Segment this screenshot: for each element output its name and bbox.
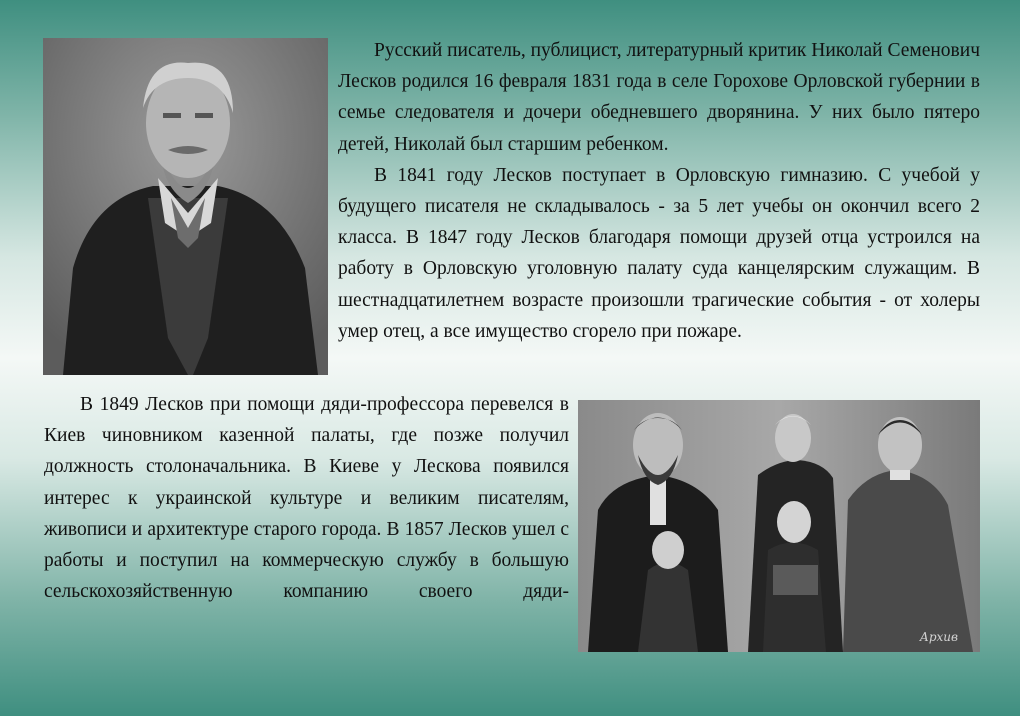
paragraph-2: В 1841 году Лесков поступает в Орловскую гимназию. С учебой у будущего писателя не складывалось - за 5 лет учебы он окончил всего 2 класса. В 1847 году Лесков благодаря помощи друзей отца устроился на работу в Орловскую уголовную палату суда канцелярским служащим. В шестнадцатилетнем возрасте произошли трагические события - от холеры умер отец, а все имущество сгорело при пожаре. bbox=[338, 164, 980, 342]
portrait-photo bbox=[43, 38, 328, 375]
text-block-bottom bbox=[44, 389, 569, 607]
text-block-top bbox=[338, 35, 980, 347]
archive-watermark: Архив bbox=[919, 630, 958, 644]
paragraph-1: Русский писатель, публицист, литературный критик Николай Семенович Лесков родился 16 февраля 1831 года в селе Горохове Орловской губернии в семье следователя и дочери обедневшего дворянина. У них было пятеро детей, Николай был старшим ребенком. bbox=[338, 40, 980, 155]
family-photo bbox=[578, 400, 980, 652]
paragraph-3: В 1849 Лесков при помощи дяди-профессора перевелся в Киев чиновником казенной палаты, где позже получил должность столоначальника. В Киеве у Лескова появился интерес к украинской культуре и великим писателям, живописи и архитектуре старого города. В 1857 Лесков ушел с работы и поступил на коммерческую службу в большую сельскохозяйственную компанию своего дяди- bbox=[44, 394, 569, 603]
